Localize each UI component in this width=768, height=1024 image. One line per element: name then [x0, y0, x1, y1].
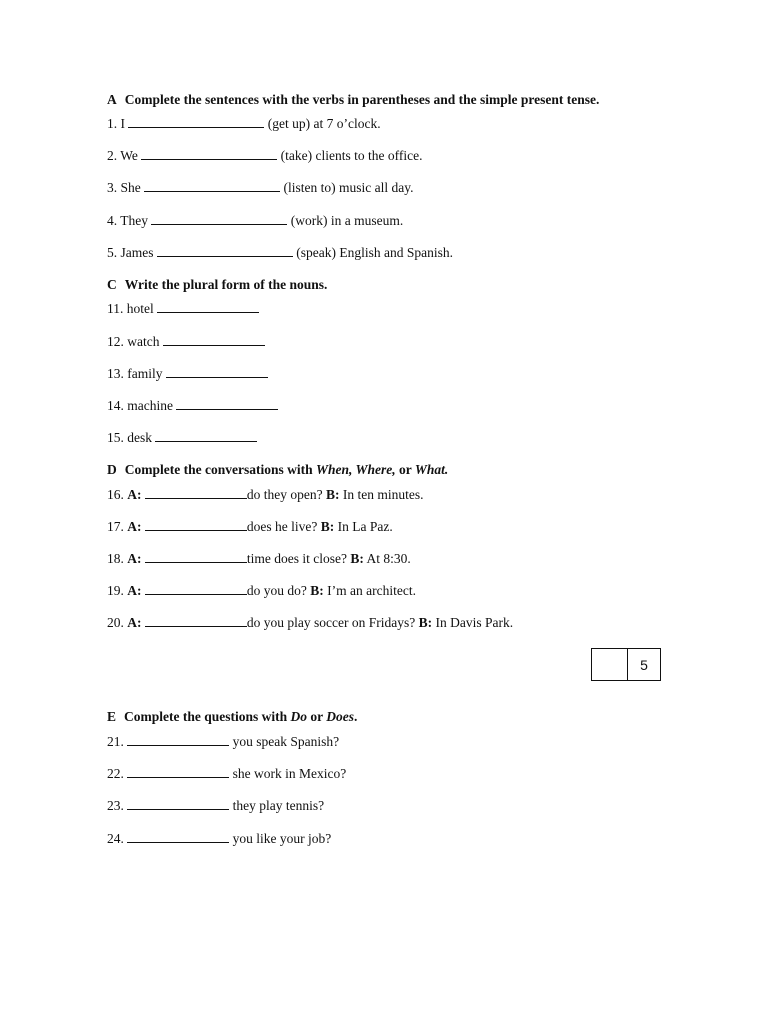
item-number: 17. — [107, 519, 124, 534]
section-c-heading — [107, 277, 327, 293]
answer-blank[interactable] — [163, 334, 265, 346]
exercise-item-23 — [107, 798, 324, 814]
item-number: 19. — [107, 583, 124, 598]
section-a-heading — [107, 92, 599, 108]
conversation-item-17 — [107, 519, 393, 535]
exercise-item-21 — [107, 734, 339, 750]
speaker-a-label: A: — [127, 551, 142, 566]
item-number: 16. — [107, 487, 124, 502]
answer-blank[interactable] — [151, 213, 287, 225]
exercise-item-24 — [107, 831, 331, 847]
section-e-instruction-start: Complete the questions with — [124, 709, 288, 724]
item-prefix: 15. desk — [107, 430, 152, 445]
answer-blank[interactable] — [127, 798, 229, 810]
question-text: do you play soccer on Fridays? — [246, 615, 416, 630]
exercise-item-3 — [107, 180, 413, 196]
answer-blank[interactable] — [145, 519, 247, 531]
section-d-instruction-words: When, Where, — [315, 462, 396, 477]
conversation-item-20 — [107, 615, 513, 631]
exercise-item-14 — [107, 398, 278, 414]
exercise-item-15 — [107, 430, 257, 446]
section-c-letter: C — [107, 277, 117, 292]
speaker-b-label: B: — [325, 487, 340, 502]
item-number: 22. — [107, 766, 124, 781]
section-e-instruction-do: Do — [290, 709, 308, 724]
section-e-instruction-end: . — [354, 709, 358, 724]
section-e-heading — [107, 709, 357, 725]
answer-blank[interactable] — [141, 148, 277, 160]
answer-blank[interactable] — [166, 366, 268, 378]
exercise-item-11 — [107, 301, 259, 317]
item-prefix: 1. I — [107, 116, 125, 131]
section-e-instruction-or: or — [310, 709, 323, 724]
score-total: 5 — [640, 656, 648, 673]
speaker-b-label: B: — [418, 615, 433, 630]
answer-blank[interactable] — [128, 116, 264, 128]
score-input-cell[interactable] — [592, 649, 628, 680]
item-suffix: (speak) English and Spanish. — [296, 245, 453, 260]
answer-blank[interactable] — [145, 583, 247, 595]
exercise-item-1 — [107, 116, 381, 132]
speaker-a-label: A: — [127, 519, 142, 534]
answer-text: In La Paz. — [337, 519, 393, 534]
item-prefix: 13. family — [107, 366, 163, 381]
speaker-a-label: A: — [127, 615, 142, 630]
section-d-instruction-or: or — [399, 462, 412, 477]
item-number: 18. — [107, 551, 124, 566]
answer-text: In ten minutes. — [342, 487, 424, 502]
item-suffix: (work) in a museum. — [290, 213, 404, 228]
question-text: do they open? — [246, 487, 323, 502]
exercise-item-13 — [107, 366, 268, 382]
item-prefix: 2. We — [107, 148, 138, 163]
answer-blank[interactable] — [144, 180, 280, 192]
item-suffix: she work in Mexico? — [232, 766, 347, 781]
answer-text: At 8:30. — [366, 551, 411, 566]
section-d-instruction-start: Complete the conversations with — [124, 462, 313, 477]
answer-text: I’m an architect. — [327, 583, 416, 598]
speaker-b-label: B: — [350, 551, 364, 566]
question-text: does he live? — [246, 519, 318, 534]
answer-blank[interactable] — [145, 551, 247, 563]
item-suffix: (get up) at 7 o’clock. — [267, 116, 381, 131]
section-e-letter: E — [107, 709, 117, 724]
answer-blank[interactable] — [157, 245, 293, 257]
conversation-item-18 — [107, 551, 411, 567]
section-a-letter: A — [107, 92, 117, 107]
item-prefix: 3. She — [107, 180, 141, 195]
speaker-a-label: A: — [127, 583, 142, 598]
answer-blank[interactable] — [127, 734, 229, 746]
conversation-item-19 — [107, 583, 416, 599]
item-suffix: (listen to) music all day. — [283, 180, 414, 195]
section-d-heading — [107, 462, 448, 478]
speaker-b-label: B: — [310, 583, 324, 598]
speaker-b-label: B: — [320, 519, 335, 534]
answer-blank[interactable] — [145, 487, 247, 499]
question-text: do you do? — [246, 583, 307, 598]
item-prefix: 14. machine — [107, 398, 173, 413]
answer-blank[interactable] — [145, 615, 247, 627]
item-suffix: they play tennis? — [232, 798, 325, 813]
item-prefix: 12. watch — [107, 334, 160, 349]
answer-blank[interactable] — [155, 430, 257, 442]
conversation-item-16 — [107, 487, 423, 503]
item-prefix: 5. James — [107, 245, 154, 260]
section-d-instruction-what: What. — [414, 462, 449, 477]
section-d-letter: D — [107, 462, 117, 477]
item-prefix: 4. They — [107, 213, 148, 228]
question-text: time does it close? — [246, 551, 347, 566]
item-suffix: you like your job? — [232, 831, 332, 846]
exercise-item-2 — [107, 148, 423, 164]
answer-blank[interactable] — [127, 766, 229, 778]
section-c-instruction: Write the plural form of the nouns. — [124, 277, 328, 292]
item-prefix: 11. hotel — [107, 301, 154, 316]
item-number: 21. — [107, 734, 124, 749]
section-a-instruction: Complete the sentences with the verbs in parentheses and the simple present tense. — [124, 92, 600, 107]
exercise-item-5 — [107, 245, 453, 261]
exercise-item-22 — [107, 766, 346, 782]
exercise-item-12 — [107, 334, 265, 350]
exercise-item-4 — [107, 213, 403, 229]
answer-blank[interactable] — [127, 831, 229, 843]
answer-blank[interactable] — [176, 398, 278, 410]
item-number: 20. — [107, 615, 124, 630]
section-e-instruction-does: Does — [326, 709, 355, 724]
answer-text: In Davis Park. — [435, 615, 514, 630]
score-box — [591, 648, 661, 681]
answer-blank[interactable] — [157, 301, 259, 313]
item-number: 23. — [107, 798, 124, 813]
item-number: 24. — [107, 831, 124, 846]
item-suffix: you speak Spanish? — [232, 734, 340, 749]
item-suffix: (take) clients to the office. — [280, 148, 423, 163]
speaker-a-label: A: — [127, 487, 142, 502]
